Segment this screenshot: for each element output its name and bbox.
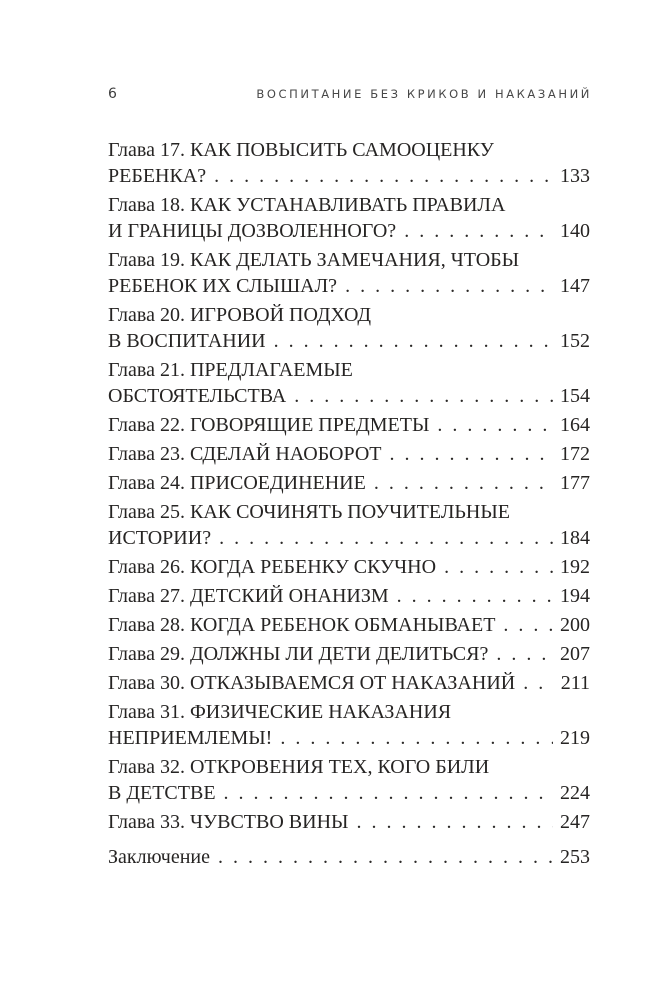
toc-entry-row: [108, 612, 590, 638]
toc-entry-row: [108, 844, 590, 870]
dot-leader: [523, 670, 554, 696]
running-title: ВОСПИТАНИЕ БЕЗ КРИКОВ И НАКАЗАНИЙ: [256, 87, 592, 101]
toc-entry: [108, 754, 590, 806]
toc-page-number: 147: [560, 275, 590, 297]
toc-entry-title-line: В ВОСПИТАНИИ: [108, 330, 266, 352]
dot-leader: [437, 412, 553, 438]
toc-entry-title-line: В ДЕТСТВЕ: [108, 782, 216, 804]
toc-entry-title-line: Глава 18. КАК УСТАНАВЛИВАТЬ ПРАВИЛА: [108, 194, 506, 216]
toc-page-number: 253: [560, 846, 590, 868]
dot-leader: [356, 809, 553, 835]
toc-entry-title-line: Глава 22. ГОВОРЯЩИЕ ПРЕДМЕТЫ: [108, 414, 430, 436]
toc-page-number: 219: [560, 727, 590, 749]
toc-entry: [108, 412, 590, 438]
toc-entry: [108, 247, 590, 299]
toc-entry: [108, 192, 590, 244]
dot-leader: [280, 725, 553, 751]
toc-entry-title-line: Глава 21. ПРЕДЛАГАЕМЫЕ: [108, 359, 353, 381]
toc-entry: [108, 612, 590, 638]
toc-page-number: 247: [560, 811, 590, 833]
toc-entry-title-line: Глава 17. КАК ПОВЫСИТЬ САМООЦЕНКУ: [108, 139, 494, 161]
toc-page-number: 211: [560, 672, 590, 694]
toc-entry-title-line: Глава 24. ПРИСОЕДИНЕНИЕ: [108, 472, 366, 494]
toc-page-number: 177: [560, 472, 590, 494]
toc-entry-row: [108, 583, 590, 609]
dot-leader: [274, 328, 553, 354]
page-header: [108, 86, 592, 102]
toc-entry: [108, 583, 590, 609]
toc-entry-title-line: Глава 27. ДЕТСКИЙ ОНАНИЗМ: [108, 585, 389, 607]
toc-entry-title-line: ИСТОРИИ?: [108, 527, 212, 549]
dot-leader: [345, 273, 553, 299]
toc-entry-title-line: РЕБЕНКА?: [108, 165, 207, 187]
toc-entry-title-line: Глава 26. КОГДА РЕБЕНКУ СКУЧНО: [108, 556, 437, 578]
toc-entry: [108, 809, 590, 835]
toc-entry-title-line: Глава 32. ОТКРОВЕНИЯ ТЕХ, КОГО БИЛИ: [108, 756, 490, 778]
toc-entry-title-line: Глава 19. КАК ДЕЛАТЬ ЗАМЕЧАНИЯ, ЧТОБЫ: [108, 249, 520, 271]
toc-entry-row: [108, 780, 590, 806]
toc-page-number: 194: [560, 585, 590, 607]
dot-leader: [404, 218, 553, 244]
toc-entry: [108, 441, 590, 467]
toc-page-number: 152: [560, 330, 590, 352]
toc-entry-row: [108, 525, 590, 551]
toc-page-number: 192: [560, 556, 590, 578]
toc-entry-row: [108, 412, 590, 438]
toc-entry-row: [108, 809, 590, 835]
toc-entry: [108, 641, 590, 667]
toc-entry-title-line: Глава 31. ФИЗИЧЕСКИЕ НАКАЗАНИЯ: [108, 701, 452, 723]
toc-page-number: 140: [560, 220, 590, 242]
toc-page-number: 200: [560, 614, 590, 636]
toc-page-number: 133: [560, 165, 590, 187]
toc-entry-title-line: И ГРАНИЦЫ ДОЗВОЛЕННОГО?: [108, 220, 397, 242]
toc-entry-title-line: Глава 23. СДЕЛАЙ НАОБОРОТ: [108, 443, 382, 465]
toc-entry-title-line: Глава 28. КОГДА РЕБЕНОК ОБМАНЫВАЕТ: [108, 614, 496, 636]
toc-entry-title-line: ОБСТОЯТЕЛЬСТВА: [108, 385, 287, 407]
toc-entry: [108, 844, 590, 870]
toc-page-number: 207: [560, 643, 590, 665]
dot-leader: [294, 383, 553, 409]
dot-leader: [397, 583, 553, 609]
toc-entry: [108, 137, 590, 189]
toc-page-number: 172: [560, 443, 590, 465]
toc-entry-title-line: Глава 30. ОТКАЗЫВАЕМСЯ ОТ НАКАЗАНИЙ: [108, 672, 516, 694]
dot-leader: [503, 612, 553, 638]
toc-entry-title-line: РЕБЕНОК ИХ СЛЫШАЛ?: [108, 275, 338, 297]
toc-entry-row: [108, 641, 590, 667]
toc-entry: [108, 302, 590, 354]
dot-leader: [218, 844, 553, 870]
toc-entry: [108, 357, 590, 409]
toc-entry-row: [108, 441, 590, 467]
toc-entry: [108, 470, 590, 496]
table-of-contents: [108, 137, 590, 873]
dot-leader: [390, 441, 553, 467]
toc-entry-row: [108, 554, 590, 580]
toc-entry: [108, 499, 590, 551]
toc-entry: [108, 554, 590, 580]
toc-entry-row: [108, 328, 590, 354]
toc-entry-title-line: Глава 29. ДОЛЖНЫ ЛИ ДЕТИ ДЕЛИТЬСЯ?: [108, 643, 489, 665]
toc-page-number: 224: [560, 782, 590, 804]
toc-page-number: 154: [560, 385, 590, 407]
page-number: 6: [108, 86, 117, 102]
toc-entry-title-line: Глава 25. КАК СОЧИНЯТЬ ПОУЧИТЕЛЬНЫЕ: [108, 501, 510, 523]
dot-leader: [496, 641, 553, 667]
toc-entry-title-line: Заключение: [108, 846, 210, 868]
dot-leader: [214, 163, 553, 189]
toc-entry-row: [108, 725, 590, 751]
toc-entry: [108, 699, 590, 751]
toc-entry-title-line: НЕПРИЕМЛЕМЫ!: [108, 727, 273, 749]
dot-leader: [374, 470, 553, 496]
toc-entry-title-line: Глава 33. ЧУВСТВО ВИНЫ: [108, 811, 349, 833]
toc-entry-row: [108, 218, 590, 244]
toc-entry-row: [108, 163, 590, 189]
toc-entry-row: [108, 670, 590, 696]
dot-leader: [219, 525, 553, 551]
dot-leader: [224, 780, 553, 806]
toc-entry: [108, 670, 590, 696]
toc-entry-title-line: Глава 20. ИГРОВОЙ ПОДХОД: [108, 304, 372, 326]
toc-page-number: 184: [560, 527, 590, 549]
toc-entry-row: [108, 470, 590, 496]
toc-entry-row: [108, 273, 590, 299]
toc-page-number: 164: [560, 414, 590, 436]
dot-leader: [444, 554, 553, 580]
toc-entry-row: [108, 383, 590, 409]
